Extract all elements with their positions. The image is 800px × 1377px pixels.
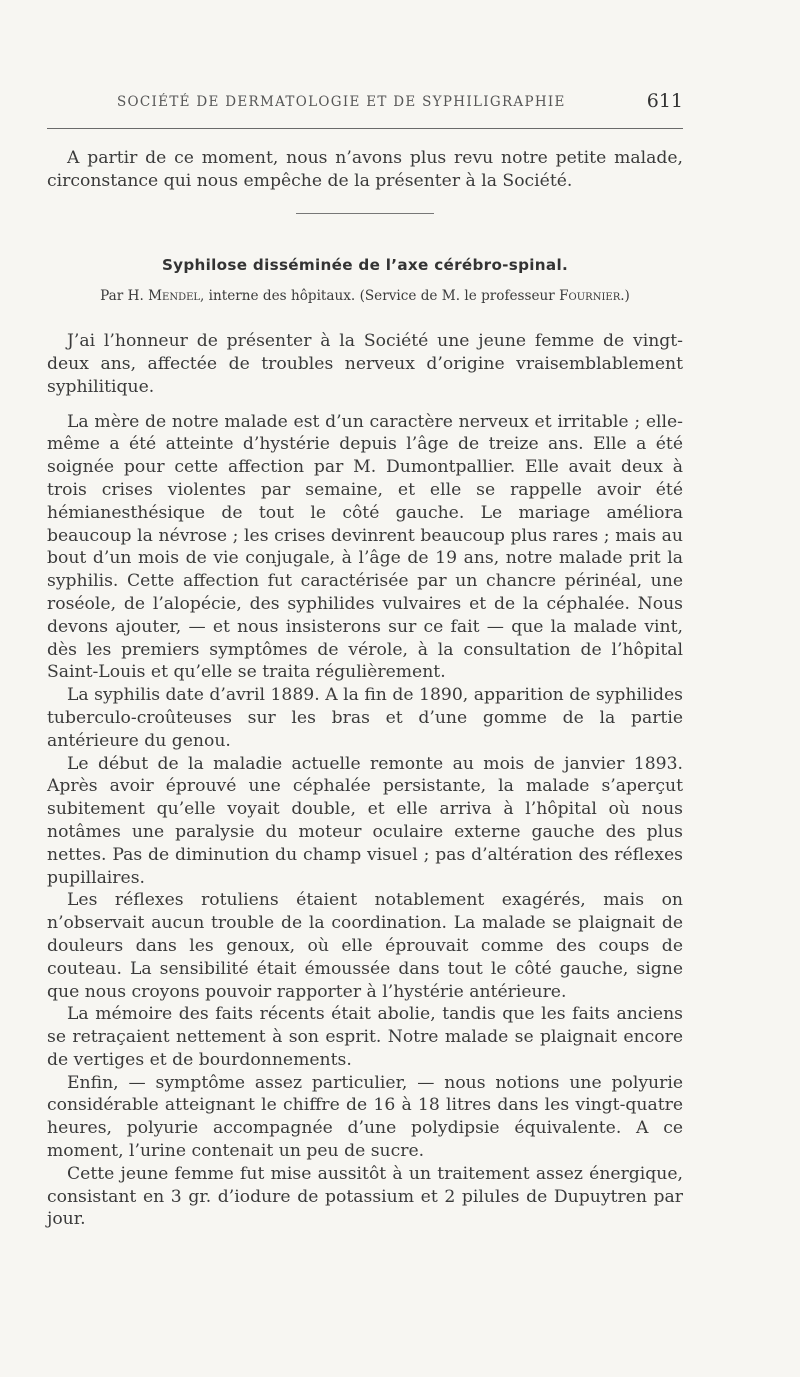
running-header <box>47 90 683 118</box>
intro-paragraph: A partir de ce moment, nous n’avons plus revu notre petite malade, circonstance qui nous empêche de la présenter à la Société. <box>47 148 683 191</box>
header-rule <box>47 128 683 129</box>
paragraph: Enfin, — symptôme assez particulier, — nous notions une polyurie considérable atteignant le chiffre de 16 à 18 litres dans les vingt-quatre heures, polyurie accompagnée d’une polydipsie équivalente. A ce moment, l’urine contenait un peu de sucre. <box>47 1072 683 1162</box>
byline-suffix: .) <box>620 288 630 305</box>
paragraph: La mère de notre malade est d’un caractère nerveux et irritable ; elle-même a été atteinte d’hystérie depuis l’âge de treize ans. Elle a été soignée pour cette affection par M. Dumontpallier. Elle avait deux à trois crises violentes par semaine, et elle se rappelle avoir été hémianesthésique de tout le côté gauche. Le mariage améliora beaucoup la névrose ; les crises devinrent beaucoup plus rares ; mais au bout d’un mois de vie conjugale, à l’âge de 19 ans, notre malade prit la syphilis. Cette affection fut caractérisée par un chancre périnéal, une roséole, de l’alopécie, des syphilides vulvaires et de la céphalée. Nous devons ajouter, — et nous insisterons sur ce fait — que la malade vint, dès les premiers symptômes de vérole, à la consultation de l’hôpital Saint-Louis et qu’elle se traita régulièrement. <box>47 411 683 683</box>
byline-author: Mendel <box>148 288 201 305</box>
paragraph: Cette jeune femme fut mise aussitôt à un traitement assez énergique, consistant en 3 gr. d’iodure de potassium et 2 pilules de Dupuytren par jour. <box>47 1163 683 1230</box>
running-title: SOCIÉTÉ DE DERMATOLOGIE ET DE SYPHILIGRAPHIE <box>117 94 566 110</box>
paragraph: Les réflexes rotuliens étaient notablement exagérés, mais on n’observait aucun trouble de la coordination. La malade se plaignait de douleurs dans les genoux, où elle éprouvait comme des coups de couteau. La sensibilité était émoussée dans tout le côté gauche, signe que nous croyons pouvoir rapporter à l’hystérie antérieure. <box>47 890 683 1002</box>
byline-prefix: Par H. <box>100 288 149 305</box>
paragraph: La syphilis date d’avril 1889. A la fin de 1890, apparition de syphilides tuberculo-croûteuses sur les bras et d’une gomme de la partie antérieure du genou. <box>47 685 683 751</box>
section-title: Syphilose disséminée de l’axe cérébro-spinal. <box>161 255 569 274</box>
byline-middle: , interne des hôpitaux. (Service de M. le professeur <box>200 288 560 305</box>
paragraph: La mémoire des faits récents était abolie, tandis que les faits anciens se retraçaient nettement à son esprit. Notre malade se plaignait encore de vertiges et de bourdonnements. <box>47 1004 683 1070</box>
paragraph: J’ai l’honneur de présenter à la Société une jeune femme de vingt-deux ans, affectée de troubles nerveux d’origine vraisemblablement syphilitique. <box>47 331 683 397</box>
page-number: 611 <box>646 90 683 112</box>
byline-professor: Fournier <box>559 288 621 305</box>
byline <box>47 285 683 308</box>
section-separator <box>296 213 434 214</box>
body-text <box>47 147 683 1231</box>
paragraph: Le début de la maladie actuelle remonte au mois de janvier 1893. Après avoir éprouvé une céphalée persistante, la malade s’aperçut subitement qu’elle voyait double, et elle arriva à l’hôpital où nous notâmes une paralysie du moteur oculaire externe gauche des plus nettes. Pas de diminution du champ visuel ; pas d’altération des réflexes pupillaires. <box>47 753 683 888</box>
